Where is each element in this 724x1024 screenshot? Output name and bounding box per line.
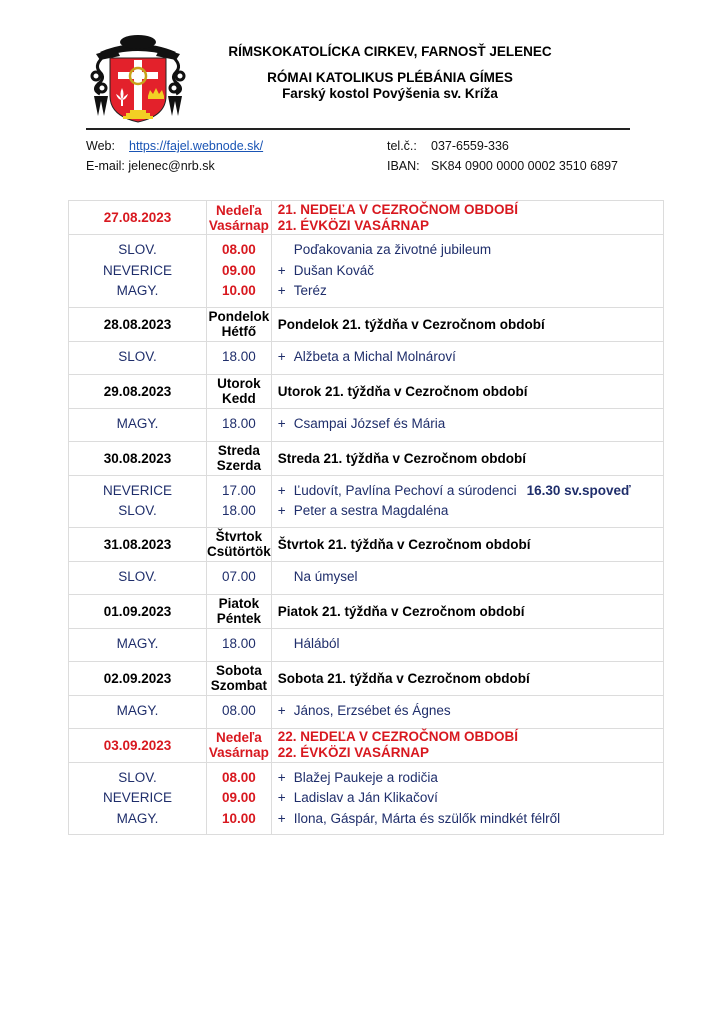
phone-label: tel.č.: (387, 139, 417, 153)
deceased-cross-marker: + (277, 769, 286, 785)
day-name (207, 441, 272, 475)
mass-times (207, 408, 272, 441)
day-name-hu: Vasárnap (208, 217, 269, 233)
deceased-cross-marker: + (277, 416, 286, 432)
mass-row (69, 341, 664, 374)
mass-intention-line (278, 240, 663, 261)
day-name-hu: Péntek (216, 611, 262, 626)
day-title (271, 201, 663, 235)
liturgical-title-hu: 22. ÉVKÖZI VASÁRNAP (277, 745, 430, 760)
header-divider (86, 128, 630, 130)
day-name-sk: Pondelok (208, 309, 270, 324)
mass-place: NEVERICE (102, 482, 173, 498)
iban-value: SK84 0900 0000 0002 3510 6897 (431, 159, 618, 173)
mass-times (207, 762, 272, 835)
day-name-sk: Streda (217, 443, 260, 458)
day-name (207, 201, 272, 235)
mass-intentions (271, 561, 663, 594)
mass-place: MAGY. (116, 636, 159, 652)
deceased-cross-marker: + (277, 503, 286, 518)
liturgical-title: Utorok 21. týždňa v Cezročnom období (277, 383, 528, 399)
mass-place: NEVERICE (102, 262, 173, 278)
day-name-hu: Szombat (210, 678, 267, 693)
mass-place: SLOV. (118, 769, 157, 785)
mass-times (207, 341, 272, 374)
day-title (271, 594, 663, 628)
mass-intentions (271, 628, 663, 661)
day-date: 03.09.2023 (69, 728, 207, 762)
mass-intention-line (278, 809, 663, 830)
confession-note: 16.30 sv.spoveď (526, 482, 631, 498)
mass-place: SLOV. (118, 569, 157, 585)
mass-times (207, 475, 272, 527)
day-name-sk: Nedeľa (216, 202, 262, 218)
mass-intentions (271, 408, 663, 441)
day-title (271, 728, 663, 762)
day-date: 29.08.2023 (69, 374, 207, 408)
phone-value: 037-6559-336 (431, 139, 509, 153)
day-date: 30.08.2023 (69, 441, 207, 475)
mass-time: 09.00 (221, 790, 256, 805)
day-date: 31.08.2023 (69, 527, 207, 561)
day-date: 01.09.2023 (69, 594, 207, 628)
mass-row (69, 561, 664, 594)
day-date: 28.08.2023 (69, 307, 207, 341)
day-title (271, 307, 663, 341)
mass-intention: Teréz (293, 283, 327, 298)
mass-place: MAGY. (116, 283, 159, 298)
day-title (271, 441, 663, 475)
day-row (69, 728, 664, 762)
mass-intentions (271, 235, 663, 308)
mass-intention: Peter a sestra Magdaléna (293, 503, 449, 518)
mass-time: 18.00 (221, 349, 256, 365)
liturgical-title: Pondelok 21. týždňa v Cezročnom období (277, 316, 545, 332)
web-label: Web: (86, 139, 115, 153)
mass-time: 10.00 (221, 810, 256, 826)
parish-name-sk: RÍMSKOKATOLÍCKA CIRKEV, FARNOSŤ JELENEC (228, 44, 552, 59)
mass-time: 09.00 (221, 262, 256, 278)
mass-place: SLOV. (118, 349, 157, 365)
mass-intention: Ilona, Gáspár, Márta és szülők mindkét félről (293, 810, 561, 826)
church-name: Farský kostol Povýšenia sv. Kríža (282, 86, 498, 101)
day-name (207, 307, 272, 341)
mass-places (69, 628, 207, 661)
day-name (207, 661, 272, 695)
day-date: 02.09.2023 (69, 661, 207, 695)
mass-intention: Ľudovít, Pavlína Pechoví a súrodenci (293, 482, 517, 498)
mass-places (69, 762, 207, 835)
mass-time: 18.00 (221, 416, 256, 432)
mass-place: MAGY. (116, 810, 159, 826)
deceased-cross-marker: + (277, 283, 286, 298)
day-row (69, 374, 664, 408)
day-name-sk: Utorok (217, 376, 261, 391)
mass-intention: Csampai József és Mária (293, 416, 446, 432)
deceased-cross-marker: + (277, 349, 286, 365)
mass-places (69, 235, 207, 308)
mass-intention-line (278, 347, 663, 368)
mass-place: NEVERICE (102, 790, 173, 805)
day-name-sk: Štvrtok (215, 529, 263, 544)
mass-intentions (271, 475, 663, 527)
iban-line (387, 159, 618, 173)
mass-times (207, 695, 272, 728)
mass-intention-line (278, 768, 663, 789)
email-label: E-mail: (86, 159, 125, 173)
mass-intention: Dušan Kováč (293, 262, 375, 278)
day-title (271, 374, 663, 408)
liturgical-title: Streda 21. týždňa v Cezročnom období (277, 450, 527, 466)
mass-place: MAGY. (116, 416, 159, 432)
day-name-sk: Sobota (216, 663, 262, 678)
mass-row (69, 408, 664, 441)
day-name-sk: Piatok (218, 596, 260, 611)
liturgical-title: 22. NEDEĽA V CEZROČNOM OBDOBÍ (277, 729, 519, 744)
mass-place: SLOV. (118, 503, 157, 518)
day-row (69, 307, 664, 341)
mass-time: 18.00 (221, 503, 256, 518)
mass-intention: Alžbeta a Michal Molnároví (293, 349, 456, 365)
mass-intention-line (278, 788, 663, 809)
day-title (271, 527, 663, 561)
liturgical-title: Sobota 21. týždňa v Cezročnom období (277, 670, 530, 686)
email-value: jelenec@nrb.sk (128, 159, 215, 173)
day-date: 27.08.2023 (69, 201, 207, 235)
mass-place: MAGY. (116, 703, 159, 719)
liturgical-title: Piatok 21. týždňa v Cezročnom období (277, 603, 525, 619)
web-line (86, 139, 263, 153)
day-name-hu: Kedd (222, 391, 256, 406)
mass-intentions (271, 695, 663, 728)
deceased-cross-marker: + (277, 482, 286, 498)
mass-places (69, 561, 207, 594)
deceased-cross-marker: + (277, 810, 286, 826)
mass-intention-line (278, 634, 663, 655)
liturgical-title: 21. NEDEĽA V CEZROČNOM OBDOBÍ (277, 201, 519, 217)
day-row (69, 201, 664, 235)
mass-intention: Hálából (293, 636, 340, 652)
mass-places (69, 695, 207, 728)
mass-time: 07.00 (221, 569, 256, 585)
mass-places (69, 341, 207, 374)
mass-intentions (271, 762, 663, 835)
liturgical-title: Štvrtok 21. týždňa v Cezročnom období (277, 536, 531, 552)
mass-places (69, 475, 207, 527)
mass-time: 10.00 (221, 283, 256, 298)
day-name-hu: Csütörtök (207, 544, 271, 559)
mass-time: 18.00 (221, 636, 256, 652)
mass-intention: Na úmysel (293, 569, 358, 585)
mass-times (207, 628, 272, 661)
day-name (207, 728, 272, 762)
mass-row (69, 762, 664, 835)
mass-row (69, 475, 664, 527)
web-link[interactable]: https://fajel.webnode.sk/ (129, 139, 264, 153)
mass-intention-line (278, 414, 663, 435)
mass-time: 08.00 (221, 769, 256, 785)
mass-row (69, 695, 664, 728)
day-name-hu: Hétfő (221, 324, 257, 339)
day-title (271, 661, 663, 695)
day-name (207, 594, 272, 628)
mass-intention: János, Erzsébet és Ágnes (293, 703, 451, 719)
day-row (69, 661, 664, 695)
mass-intentions (271, 341, 663, 374)
mass-time: 08.00 (221, 242, 256, 257)
iban-label: IBAN: (387, 159, 420, 173)
mass-intention: Blažej Paukeje a rodičia (293, 769, 438, 785)
email-line (86, 159, 215, 173)
mass-row (69, 235, 664, 308)
mass-places (69, 408, 207, 441)
parish-name-hu: RÓMAI KATOLIKUS PLÉBÁNIA GÍMES (267, 70, 513, 85)
day-name-hu: Vasárnap (208, 745, 269, 760)
mass-intention: Poďakovania za životné jubileum (293, 242, 492, 257)
day-name (207, 527, 272, 561)
deceased-cross-marker: + (277, 262, 286, 278)
mass-times (207, 235, 272, 308)
day-row (69, 441, 664, 475)
mass-intention-line (278, 701, 663, 722)
parish-crest-icon (86, 32, 190, 124)
day-name-sk: Nedeľa (216, 730, 262, 745)
mass-intention-line (278, 567, 663, 588)
mass-intention-line (278, 261, 663, 282)
phone-line (387, 139, 509, 153)
deceased-cross-marker: + (277, 790, 286, 805)
day-row (69, 594, 664, 628)
deceased-cross-marker: + (277, 703, 286, 719)
mass-intention-line (278, 281, 663, 302)
mass-place: SLOV. (118, 242, 157, 257)
day-row (69, 527, 664, 561)
liturgical-title-hu: 21. ÉVKÖZI VASÁRNAP (277, 217, 430, 233)
mass-time: 08.00 (221, 703, 256, 719)
day-name-hu: Szerda (216, 458, 262, 473)
day-name (207, 374, 272, 408)
mass-schedule-table (68, 200, 664, 835)
mass-times (207, 561, 272, 594)
mass-intention-line (278, 481, 663, 502)
mass-row (69, 628, 664, 661)
mass-intention-line (278, 501, 663, 522)
mass-intention: Ladislav a Ján Klikačoví (293, 790, 438, 805)
mass-time: 17.00 (221, 482, 256, 498)
